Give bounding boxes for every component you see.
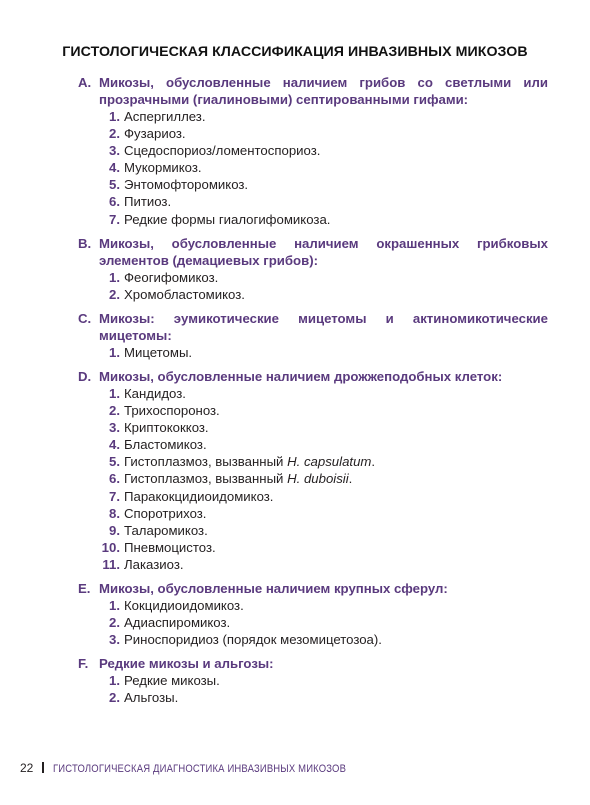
item-text: Редкие формы гиалогифомикоза.	[124, 211, 331, 227]
item-text: Риноспоридиоз (порядок мезомицетозоа).	[124, 632, 382, 648]
page-number: 22	[20, 761, 34, 775]
section-d	[78, 368, 548, 573]
section-heading-text: Микозы: эумикотические мицетомы и актиномикотические мицетомы:	[99, 310, 548, 343]
item-text: Феогифомикоз.	[124, 269, 219, 285]
item-list	[78, 269, 548, 303]
item-number: 11.	[102, 556, 120, 572]
item-text: Альгозы.	[124, 690, 179, 706]
section-heading-text: Микозы, обусловленные наличием грибов со светлыми или прозрачными (гиалиновыми) септированными гифами:	[99, 75, 548, 107]
item-number: 3.	[109, 420, 120, 436]
item-text: Редкие микозы.	[124, 673, 220, 689]
section-letter: B.	[78, 235, 92, 251]
item-number: 4.	[109, 160, 120, 176]
item-text: Фузариоз.	[124, 126, 186, 142]
item-number: 4.	[109, 437, 120, 453]
item-list	[78, 344, 548, 361]
item-number: 7.	[109, 211, 120, 227]
section-heading	[78, 310, 548, 344]
footer-separator	[42, 762, 44, 773]
item-text: Энтомофторомикоз.	[124, 177, 249, 193]
item-number: 3.	[109, 632, 120, 648]
list-item	[78, 505, 548, 522]
item-number: 5.	[109, 454, 120, 470]
list-item	[78, 470, 548, 487]
page-footer	[20, 761, 394, 775]
section-heading	[78, 235, 548, 269]
item-number: 1.	[109, 344, 120, 360]
item-text: Криптококкоз.	[124, 420, 209, 436]
item-text: Кандидоз.	[124, 385, 186, 401]
item-number: 2.	[109, 690, 120, 706]
item-number: 7.	[109, 488, 120, 504]
section-heading-text: Микозы, обусловленные наличием дрожжеподобных клеток:	[99, 368, 503, 384]
item-text: Таларомикоз.	[124, 522, 208, 538]
list-item	[78, 385, 548, 402]
item-list	[78, 597, 548, 648]
item-number: 8.	[109, 505, 120, 521]
section-letter: A.	[78, 75, 92, 90]
item-number: 2.	[109, 286, 120, 302]
list-item	[78, 419, 548, 436]
section-heading	[78, 74, 548, 108]
item-number: 5.	[109, 177, 120, 193]
item-number: 1.	[109, 109, 120, 124]
classification-list	[78, 74, 548, 713]
list-item	[78, 108, 548, 125]
list-item	[78, 556, 548, 573]
item-text: Трихоспороноз.	[124, 403, 220, 419]
section-heading	[78, 655, 548, 672]
item-text-end: .	[371, 454, 376, 470]
item-list	[78, 385, 548, 573]
list-item	[78, 672, 548, 689]
list-item	[78, 211, 548, 228]
item-number: 1.	[109, 673, 120, 689]
page-title: ГИСТОЛОГИЧЕСКАЯ КЛАССИФИКАЦИЯ ИНВАЗИВНЫХ МИКОЗОВ	[62, 44, 528, 60]
item-number: 1.	[109, 597, 120, 613]
list-item	[78, 402, 548, 419]
section-letter: C.	[78, 310, 92, 326]
running-title: ГИСТОЛОГИЧЕСКАЯ ДИАГНОСТИКА ИНВАЗИВНЫХ МИКОЗОВ	[53, 763, 347, 775]
item-number: 3.	[109, 143, 120, 159]
section-a	[78, 74, 548, 228]
section-letter: F.	[78, 656, 89, 672]
item-number: 6.	[109, 471, 120, 487]
list-item	[78, 269, 548, 286]
list-item	[78, 142, 548, 159]
section-b	[78, 235, 548, 303]
list-item	[78, 176, 548, 193]
list-item	[78, 344, 548, 361]
item-text: Пневмоцистоз.	[124, 539, 216, 555]
list-item	[78, 453, 548, 470]
item-number: 1.	[109, 269, 120, 285]
item-species-name: H. capsulatum	[287, 454, 372, 470]
item-text: Паракокцидиоидомикоз.	[124, 488, 274, 504]
item-text: Кокцидиоидомикоз.	[124, 597, 244, 613]
list-item	[78, 286, 548, 303]
list-item	[78, 193, 548, 210]
item-text: Мицетомы.	[124, 344, 193, 360]
section-heading	[78, 580, 548, 597]
list-item	[78, 539, 548, 556]
list-item	[78, 614, 548, 631]
section-letter: D.	[78, 368, 92, 384]
item-list	[78, 672, 548, 706]
list-item	[78, 125, 548, 142]
item-number: 10.	[101, 539, 120, 555]
list-item	[78, 488, 548, 505]
item-text: Аспергиллез.	[124, 109, 206, 124]
section-letter: E.	[78, 580, 91, 596]
item-text-end: .	[348, 471, 353, 487]
item-text: Мукормикоз.	[124, 160, 202, 176]
section-heading-text: Редкие микозы и альгозы:	[99, 656, 274, 672]
list-item	[78, 522, 548, 539]
list-item	[78, 631, 548, 648]
item-text: Бластомикоз.	[124, 437, 207, 453]
section-f	[78, 655, 548, 706]
list-item	[78, 159, 548, 176]
item-text: Хромобластомикоз.	[124, 286, 245, 302]
list-item	[78, 597, 548, 614]
item-text: Гистоплазмоз, вызванный	[124, 471, 288, 487]
section-heading-text: Микозы, обусловленные наличием окрашенных грибковых элементов (демациевых грибов):	[99, 235, 548, 268]
item-text: Питиоз.	[124, 194, 172, 210]
section-e	[78, 580, 548, 648]
list-item	[78, 689, 548, 706]
item-number: 6.	[109, 194, 120, 210]
item-text: Сцедоспориоз/ломентоспориоз.	[124, 143, 321, 159]
list-item	[78, 436, 548, 453]
item-list	[78, 108, 548, 228]
item-number: 2.	[109, 126, 120, 142]
section-c	[78, 310, 548, 361]
item-species-name: H. duboisii	[287, 471, 349, 487]
item-text: Гистоплазмоз, вызванный	[124, 454, 288, 470]
section-heading-text: Микозы, обусловленные наличием крупных сферул:	[99, 580, 448, 596]
item-number: 9.	[109, 522, 120, 538]
item-text: Адиаспиромикоз.	[124, 615, 231, 631]
section-heading	[78, 368, 548, 385]
item-number: 2.	[109, 403, 120, 419]
item-text: Лаказиоз.	[124, 556, 184, 572]
item-number: 2.	[109, 615, 120, 631]
item-text: Споротрихоз.	[124, 505, 207, 521]
item-number: 1.	[109, 385, 120, 401]
